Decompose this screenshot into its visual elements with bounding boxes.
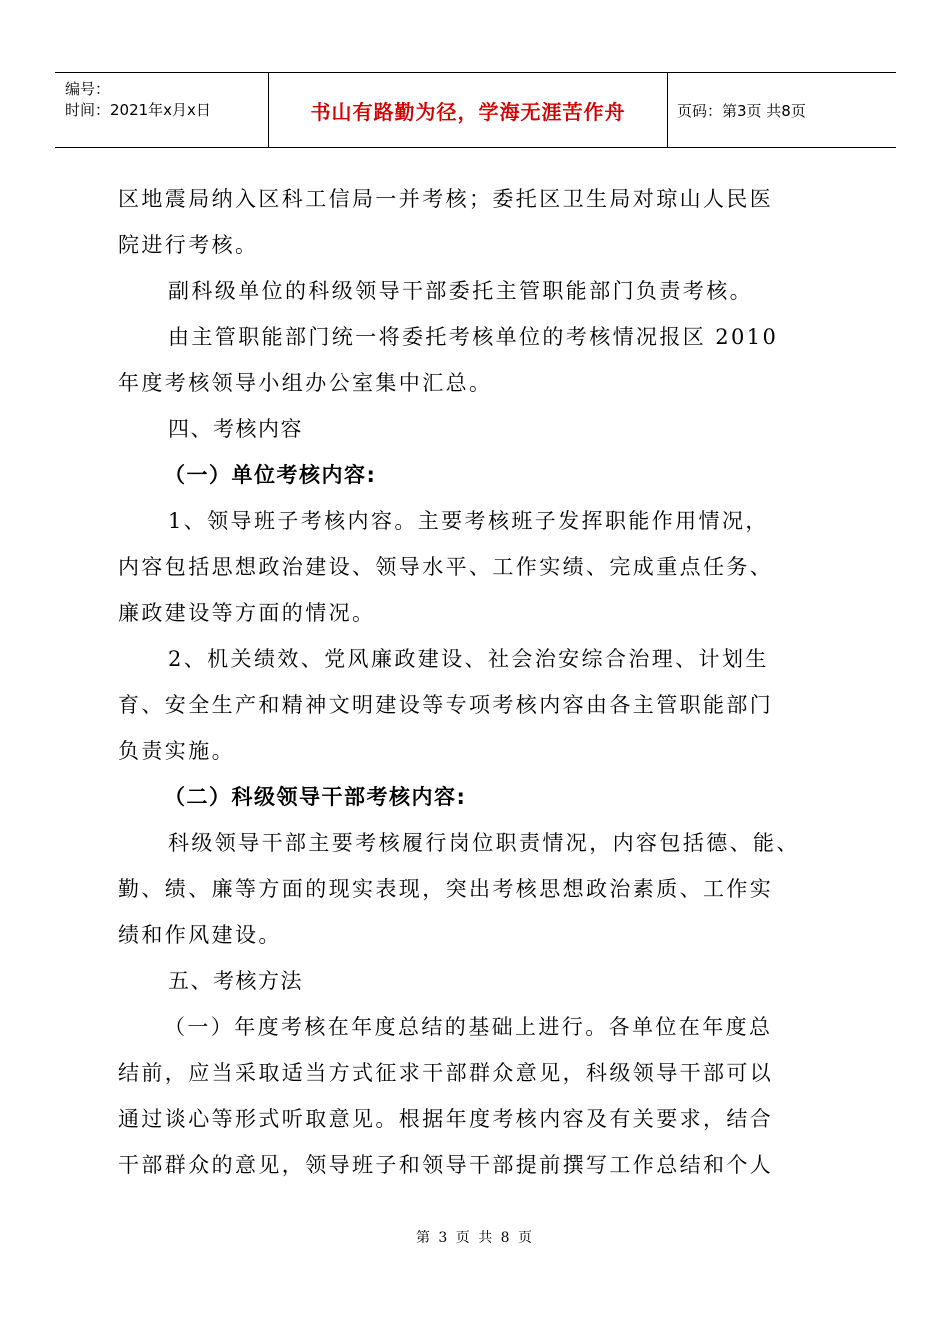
page-footer: 第 3 页 共 8 页 (415, 1230, 535, 1246)
body-line: 廉政建设等方面的情况。 (118, 601, 376, 625)
body-line: 由主管职能部门统一将委托考核单位的考核情况报区 2010 (168, 325, 779, 349)
body-line: 区地震局纳入区科工信局一并考核；委托区卫生局对琼山人民医 (118, 187, 774, 211)
document-number-label: 编号： (65, 80, 111, 98)
header-divider (268, 73, 269, 147)
body-line: 勤、绩、廉等方面的现实表现，突出考核思想政治素质、工作实 (118, 877, 774, 901)
header-meta (65, 79, 320, 121)
header-motto: 书山有路勤为径，学海无涯苦作舟 (310, 99, 626, 124)
body-line: 育、安全生产和精神文明建设等专项考核内容由各主管职能部门 (118, 693, 774, 717)
body-line: 绩和作风建设。 (118, 923, 282, 947)
body-line: 通过谈心等形式听取意见。根据年度考核内容及有关要求，结合 (118, 1107, 774, 1131)
body-line: 2、机关绩效、党风廉政建设、社会治安综合治理、计划生 (168, 647, 769, 671)
header-divider (667, 73, 668, 147)
body-line: （一）年度考核在年度总结的基础上进行。各单位在年度总 (164, 1015, 773, 1039)
body-line: 院进行考核。 (118, 233, 259, 257)
subsection-heading: （一）单位考核内容: (164, 463, 377, 487)
page-header (55, 72, 896, 148)
body-line: 1、领导班子考核内容。主要考核班子发挥职能作用情况， (168, 509, 769, 533)
document-body (118, 176, 838, 1188)
body-line: 干部群众的意见，领导班子和领导干部提前撰写工作总结和个人 (118, 1153, 774, 1177)
body-line: 内容包括思想政治建设、领导水平、工作实绩、完成重点任务、 (118, 555, 774, 579)
section-heading: 四、考核内容 (168, 417, 303, 441)
document-time-label: 时间：2021年x月x日 (65, 101, 211, 119)
body-line: 负责实施。 (118, 739, 235, 763)
section-heading: 五、考核方法 (168, 969, 303, 993)
body-line: 结前，应当采取适当方式征求干部群众意见，科级领导干部可以 (118, 1061, 774, 1085)
header-page-info: 页码：第3页 共8页 (677, 101, 806, 120)
body-line: 科级领导干部主要考核履行岗位职责情况，内容包括德、能、 (168, 831, 800, 855)
body-line: 年度考核领导小组办公室集中汇总。 (118, 371, 493, 395)
subsection-heading: （二）科级领导干部考核内容: (164, 785, 467, 809)
body-line: 副科级单位的科级领导干部委托主管职能部门负责考核。 (168, 279, 753, 303)
